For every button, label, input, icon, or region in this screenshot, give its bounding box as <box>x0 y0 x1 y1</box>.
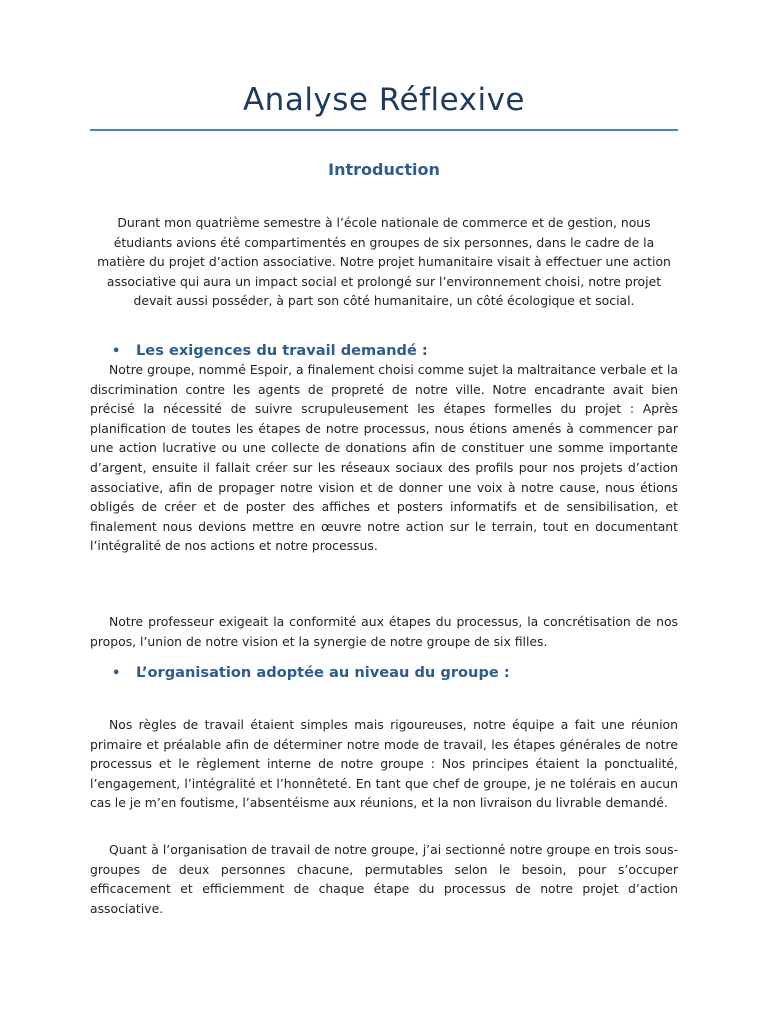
paragraph-exigences-2: Notre professeur exigeait la conformité aux étapes du processus, la concrétisation de nos propos, l’union de notre vision et la synergie de notre groupe de six filles. <box>90 614 678 649</box>
section-heading-text: Les exigences du travail demandé : <box>136 342 428 359</box>
title-underline <box>90 129 678 131</box>
bullet-icon: • <box>112 344 121 359</box>
bullet-icon: • <box>112 666 121 681</box>
section-heading-text: L’organisation adoptée au niveau du groupe : <box>136 664 510 681</box>
section-heading-exigences <box>112 342 672 359</box>
section-heading-organisation <box>112 664 672 681</box>
introduction-heading: Introduction <box>328 160 440 179</box>
page-title: Analyse Réflexive <box>242 82 526 118</box>
paragraph-organisation-2: Quant à l’organisation de travail de notre groupe, j’ai sectionné notre groupe en trois sous-groupes de deux personnes chacune, permutables selon le besoin, pour s’occuper efficacement et efficiemment de chaque étape du processus de notre projet d’action associative. <box>90 842 678 916</box>
paragraph-exigences-1: Notre groupe, nommé Espoir, a finalement choisi comme sujet la maltraitance verbale et la discrimination contre les agents de propreté de notre ville. Notre encadrante avait bien précisé la nécessité de suivre scrupuleusement les étapes formelles du projet : Après planification de toutes les étapes de notre processus, nous étions amenés à commencer par une action lucrative ou une collecte de donations afin de constituer une somme importante d’argent, ensuite il fallait créer sur les réseaux sociaux des profils pour nos projets d’action associative, afin de propager notre vision et de donner une voix à notre cause, nous étions obligés de créer et de poster des affiches et posters informatifs et de sensibilisation, et finalement nous devions mettre en œuvre notre action sur le terrain, tout en documentant l’intégralité de nos actions et notre processus. <box>90 362 678 554</box>
introduction-paragraph: Durant mon quatrième semestre à l’école nationale de commerce et de gestion, nous étudiants avions été compartimentés en groupes de six personnes, dans le cadre de la matière du projet d’action associative. Notre projet humanitaire visait à effectuer une action associative qui aura un impact social et prolongé sur l’environnement choisi, notre projet devait aussi posséder, à part son côté humanitaire, un côté écologique et social. <box>97 215 671 309</box>
paragraph-organisation-1: Nos règles de travail étaient simples mais rigoureuses, notre équipe a fait une réunion primaire et préalable afin de déterminer notre mode de travail, les étapes générales de notre processus et le règlement interne de notre groupe : Nos principes étaient la ponctualité, l’engagement, l’intégralité et l’honnêteté. En tant que chef de groupe, je ne tolérais en aucun cas le je m’en foutisme, l’absentéisme aux réunions, et la non livraison du livrable demandé. <box>90 717 678 811</box>
